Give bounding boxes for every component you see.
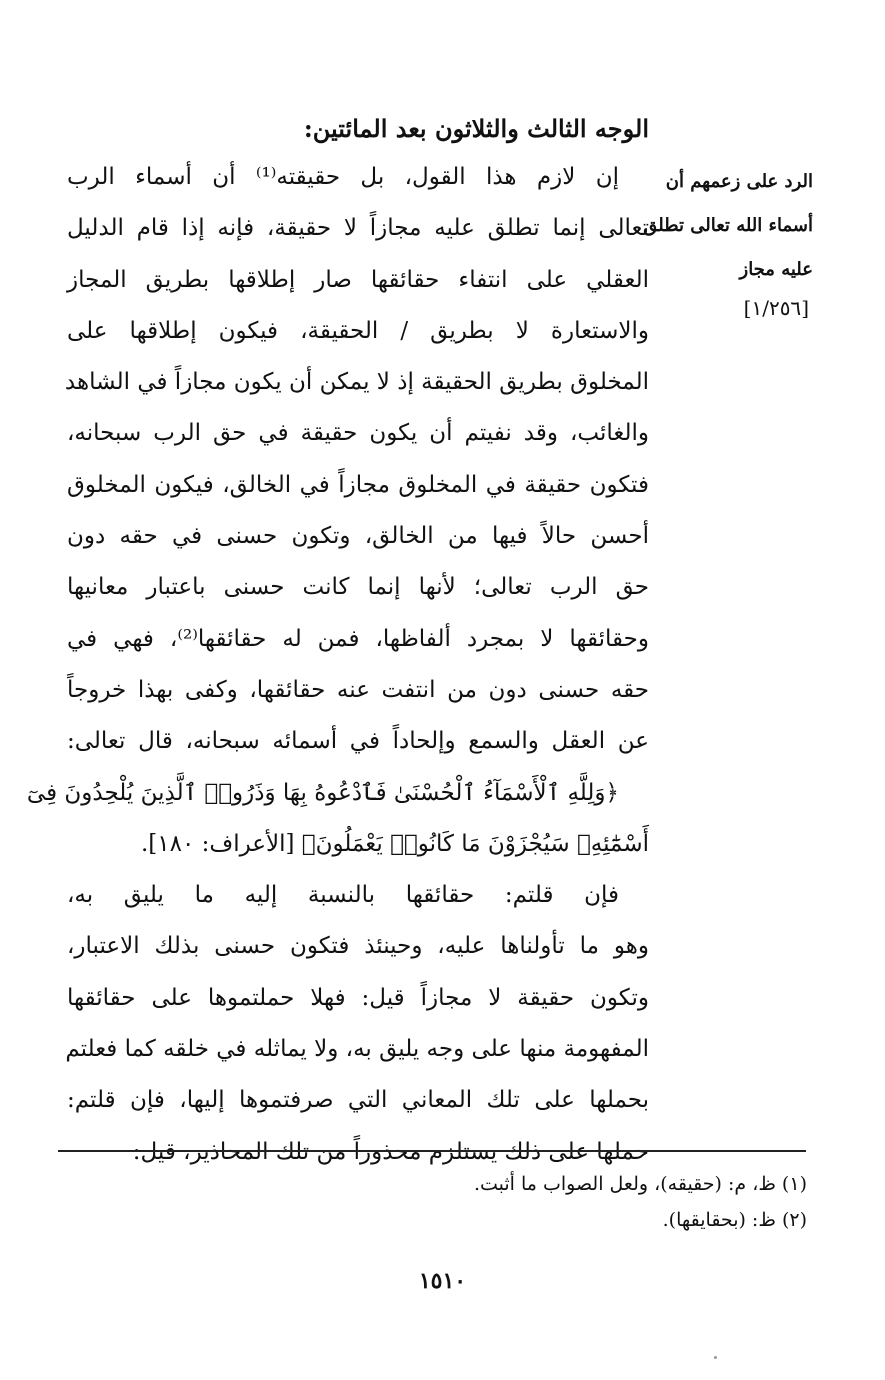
body-line: حملها على ذلك يستلزم محذوراً من تلك المحاذير، قيل:: [132, 1138, 649, 1165]
page-number: ١٥١٠: [418, 1268, 467, 1294]
footnote: (٢) ظ: (بحقايقها).: [662, 1209, 807, 1231]
quran-verse-line: ﴿وَلِلَّهِ ٱلْأَسْمَآءُ ٱلْحُسْنَىٰ فَٱدْعُوهُ بِهَا وَذَرُوا۟ ٱلَّذِينَ يُلْحِدُونَ فِىٓ: [26, 779, 619, 806]
body-line: والغائب، وقد نفيتم أن يكون حقيقة في حق الرب سبحانه،: [67, 420, 649, 447]
body-line: وحقائقها لا بمجرد ألفاظها، فمن له حقائقها⁽²⁾، فهي في: [67, 625, 649, 652]
margin-note: [643, 160, 813, 292]
body-line: المخلوق بطريق الحقيقة إذ لا يمكن أن يكون مجازاً في الشاهد: [64, 369, 649, 396]
margin-note-line: الرد على زعمهم أن: [665, 171, 813, 192]
margin-note-line: أسماء الله تعالى تطلق: [643, 215, 813, 236]
body-line: فتكون حقيقة في المخلوق مجازاً في الخالق، فيكون المخلوق: [67, 471, 649, 498]
footnotes: [67, 1166, 807, 1238]
footnote-divider: [58, 1150, 806, 1152]
margin-note-line: عليه مجاز: [739, 259, 813, 280]
body-line: وهو ما تأولناها عليه، وحينئذ فتكون حسنى بذلك الاعتبار،: [67, 933, 649, 960]
section-heading: الوجه الثالث والثلاثون بعد المائتين:: [303, 114, 649, 143]
body-line: بحملها على تلك المعاني التي صرفتموها إليها، فإن قلتم:: [67, 1087, 649, 1114]
body-line: عن العقل والسمع وإلحاداً في أسمائه سبحانه، قال تعالى:: [67, 728, 649, 755]
body-line: والاستعارة لا بطريق / الحقيقة، فيكون إطلاقها على: [67, 317, 649, 344]
footnote: (١) ظ، م: (حقيقه)، ولعل الصواب ما أثبت.: [473, 1173, 807, 1195]
body-line: العقلي على انتفاء حقائقها صار إطلاقها بطريق المجاز: [67, 266, 649, 293]
body-line: تعالى إنما تطلق عليه مجازاً لا حقيقة، فإنه إذا قام الدليل: [67, 215, 649, 242]
scan-speck: [714, 1356, 717, 1359]
quran-verse-line: أَسْمَٰٓئِهِۦ سَيُجْزَوْنَ مَا كَانُوا۟ يَعْمَلُونَ﴾ [الأعراف: ١٨٠].: [140, 830, 649, 857]
body-line: المفهومة منها على وجه يليق به، ولا يماثله في خلقه كما فعلتم: [65, 1036, 649, 1063]
body-line: حق الرب تعالى؛ لأنها إنما كانت حسنى باعتبار معانيها: [67, 574, 649, 601]
body-line: فإن قلتم: حقائقها بالنسبة إليه ما يليق به،: [67, 882, 619, 909]
body-text: [26, 152, 649, 1178]
body-line: حقه حسنى دون من انتفت عنه حقائقها، وكفى بهذا خروجاً: [67, 676, 649, 703]
body-line: وتكون حقيقة لا مجازاً قيل: فهلا حملتموها على حقائقها: [67, 984, 649, 1011]
manuscript-page-ref: [١/٢٥٦]: [743, 296, 809, 320]
body-line: إن لازم هذا القول، بل حقيقته⁽¹⁾ أن أسماء الرب: [67, 164, 619, 190]
body-line: أحسن حالاً فيها من الخالق، وتكون حسنى في حقه دون: [67, 523, 649, 550]
